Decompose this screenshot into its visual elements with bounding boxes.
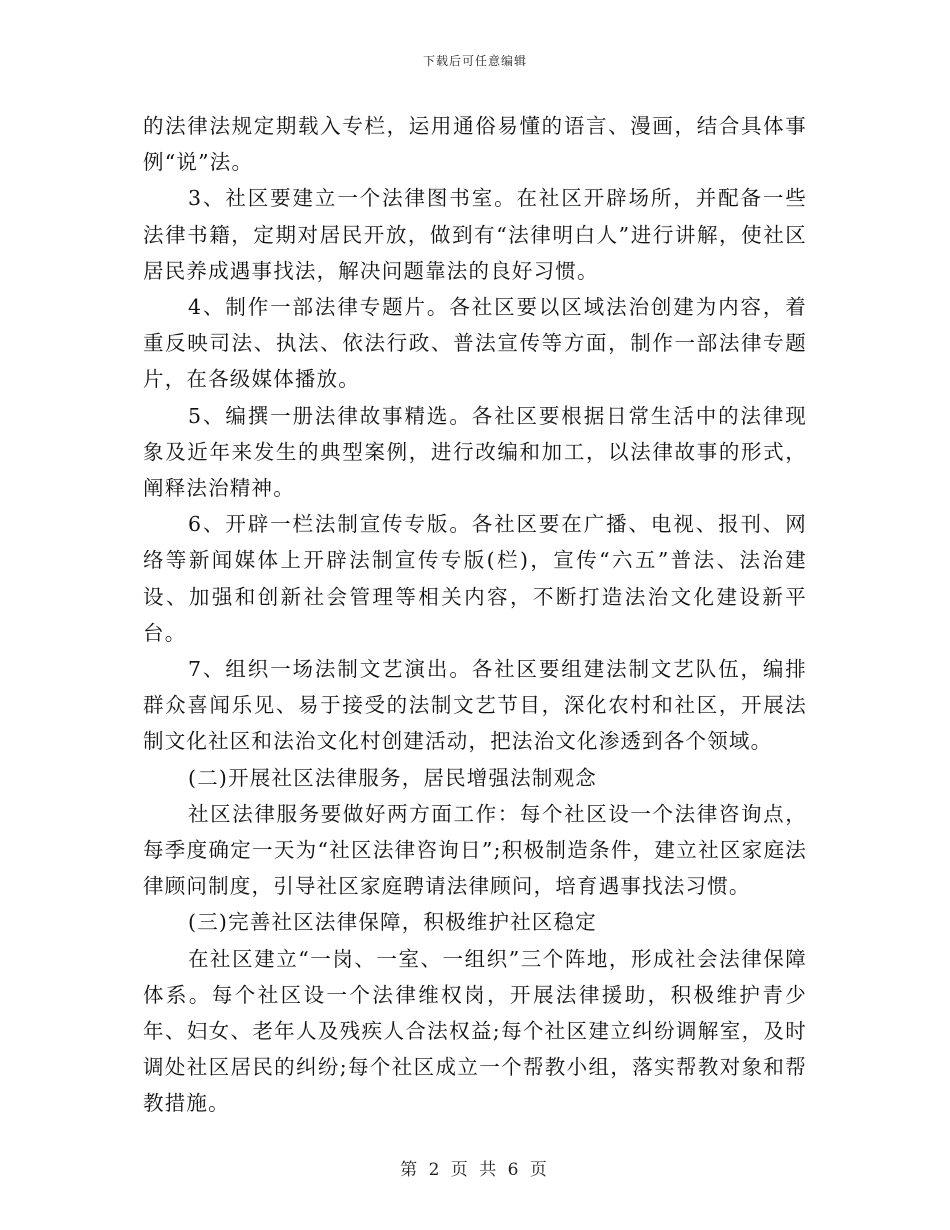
page-footer: 第 2 页 共 6 页: [400, 1160, 550, 1180]
paragraph-2: 3、社区要建立一个法律图书室。在社区开辟场所，并配备一些法律书籍，定期对居民开放，做到有“法律明白人”进行讲解，使社区居民养成遇事找法，解决问题靠法的良好习惯。: [143, 186, 807, 283]
paragraph-1: 的法律法规定期载入专栏，运用通俗易懂的语言、漫画，结合具体事例“说”法。: [143, 114, 807, 175]
paragraph-6: 7、组织一场法制文艺演出。各社区要组建法制文艺队伍，编排群众喜闻乐见、易于接受的法制文艺节目，深化农村和社区，开展法制文化社区和法治文化村创建活动，把法治文化渗透到各个领域。: [143, 657, 807, 754]
paragraph-5: 6、开辟一栏法制宣传专版。各社区要在广播、电视、报刊、网络等新闻媒体上开辟法制宣传专版(栏)，宣传“六五”普法、法治建设、加强和创新社会管理等相关内容，不断打造法治文化建设新平台。: [143, 512, 807, 645]
paragraph-3: 4、制作一部法律专题片。各社区要以区域法治创建为内容，着重反映司法、执法、依法行政、普法宣传等方面，制作一部法律专题片，在各级媒体播放。: [143, 295, 807, 392]
document-body: [143, 108, 807, 1122]
page-header: 下载后可任意编辑: [422, 54, 527, 68]
paragraph-4: 5、编撰一册法律故事精选。各社区要根据日常生活中的法律现象及近年来发生的典型案例，进行改编和加工，以法律故事的形式，阐释法治精神。: [143, 403, 807, 501]
paragraph-8: 在社区建立“一岗、一室、一组织”三个阵地，形成社会法律保障体系。每个社区设一个法律维权岗，开展法律援助，积极维护青少年、妇女、老年人及残疾人合法权益;每个社区建立纠纷调解室，及时调处社区居民的纠纷;每个社区成立一个帮教小组，落实帮教对象和帮教措施。: [143, 946, 807, 1116]
section-heading-2: (二)开展社区法律服务，居民增强法制观念: [188, 765, 597, 790]
section-heading-3: (三)完善社区法律保障，积极维护社区稳定: [188, 910, 597, 935]
paragraph-7: 社区法律服务要做好两方面工作：每个社区设一个法律咨询点，每季度确定一天为“社区法律咨询日”;积极制造条件，建立社区家庭法律顾问制度，引导社区家庭聘请法律顾问，培育遇事找法习惯。: [143, 801, 807, 899]
